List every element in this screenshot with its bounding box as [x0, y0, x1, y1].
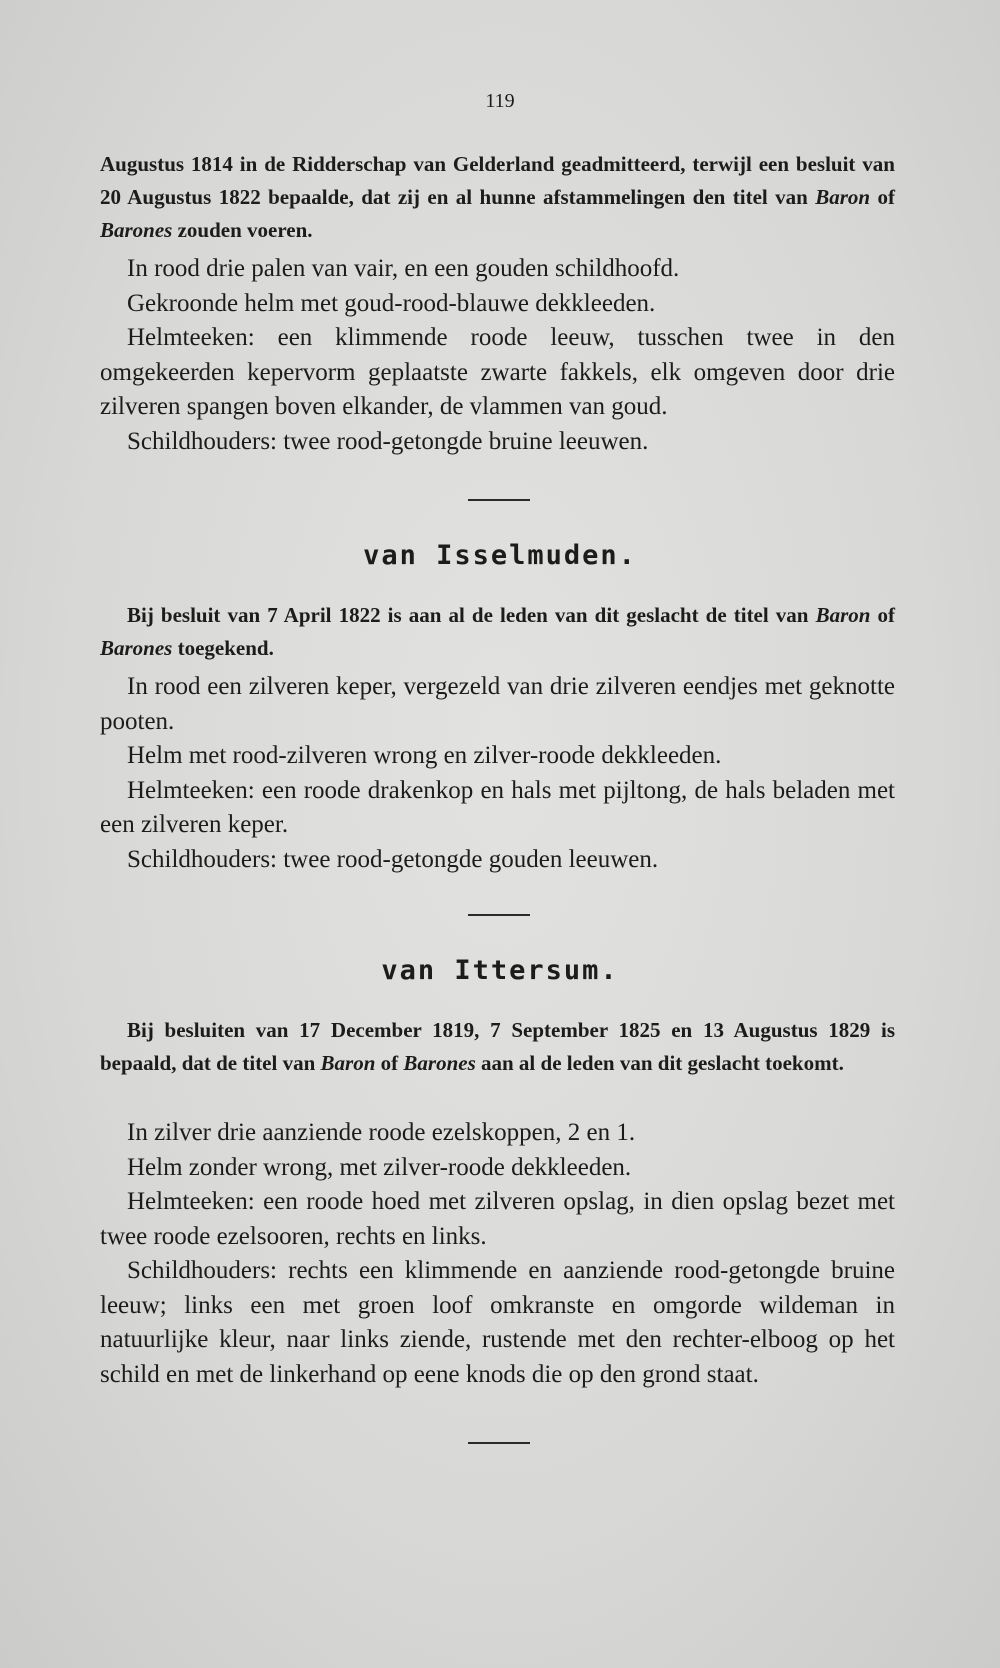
blazon-helm: Helm met rood-zilveren wrong en zilver-roode dekkleeden. [127, 742, 722, 769]
blazon-crest: Helmteeken: een roode hoed met zilveren opslag, in dien opslag bezet met twee roode ezelsooren, rechts en links. [100, 1188, 895, 1250]
intro-text: toegekend. [172, 636, 274, 660]
blazon-helm: Helm zonder wrong, met zilver-roode dekkleeden. [127, 1153, 632, 1181]
section1-title: van Isselmuden. [363, 540, 637, 571]
section-divider [468, 914, 530, 916]
section2-intro [100, 1014, 895, 1080]
intro-text: of [870, 185, 895, 209]
intro-text: Augustus 1814 in de Ridderschap van Gelderland geadmitteerd, terwijl een besluit van 20 Augustus 1822 bepaalde, dat zij en al hunne afstammelingen den titel van [100, 152, 895, 209]
blazon-supporters: Schildhouders: twee rood-getongde bruine leeuwen. [127, 427, 649, 455]
intro-text: zouden voeren. [172, 218, 313, 242]
section0-intro [100, 148, 895, 247]
section2-title: van Ittersum. [381, 955, 619, 986]
blazon-helm: Gekroonde helm met goud-rood-blauwe dekkleeden. [127, 289, 656, 317]
title-barones: Barones [100, 636, 173, 660]
blazon-shield: In rood een zilveren keper, vergezeld van drie zilveren eendjes met geknotte pooten. [100, 673, 895, 735]
intro-text: Bij besluiten van 17 December 1819, 7 September 1825 en 13 Augustus 1829 is bepaald, dat de titel van [100, 1018, 895, 1075]
title-barones: Barones [100, 218, 173, 242]
intro-text: Bij besluit van 7 April 1822 is aan al de leden van dit geslacht de titel van [127, 603, 816, 627]
title-baron: Baron [320, 1051, 376, 1075]
section1-intro [100, 599, 895, 665]
section2-blazon [100, 1116, 895, 1392]
page-number: 119 [485, 90, 515, 112]
blazon-supporters: Schildhouders: twee rood-getongde gouden leeuwen. [127, 845, 659, 873]
title-baron: Baron [815, 185, 871, 209]
blazon-shield: In rood drie palen van vair, en een gouden schildhoofd. [127, 255, 680, 282]
blazon-shield: In zilver drie aanziende roode ezelskoppen, 2 en 1. [127, 1119, 636, 1146]
section0-blazon [100, 252, 895, 459]
blazon-crest: Helmteeken: een roode drakenkop en hals met pijltong, de hals beladen met een zilveren keper. [100, 776, 895, 838]
section1-blazon [100, 670, 895, 877]
title-barones: Barones [403, 1051, 476, 1075]
intro-text: aan al de leden van dit geslacht toekomt. [475, 1051, 844, 1075]
section-divider [468, 499, 530, 501]
title-baron: Baron [815, 603, 871, 627]
intro-text: of [870, 603, 895, 627]
blazon-crest: Helmteeken: een klimmende roode leeuw, tusschen twee in den omgekeerden kepervorm geplaatste zwarte fakkels, elk omgeven door drie zilveren spangen boven elkander, de vlammen van goud. [100, 324, 895, 420]
blazon-supporters: Schildhouders: rechts een klimmende en aanziende rood-getongde bruine leeuw; links een met groen loof omkranste en omgorde wildeman in natuurlijke kleur, naar links ziende, rustende met den rechter-elboog op het schild en met de linkerhand op eene knods die op den grond staat. [100, 1257, 895, 1388]
intro-text: of [375, 1051, 404, 1075]
section-divider [468, 1442, 530, 1444]
